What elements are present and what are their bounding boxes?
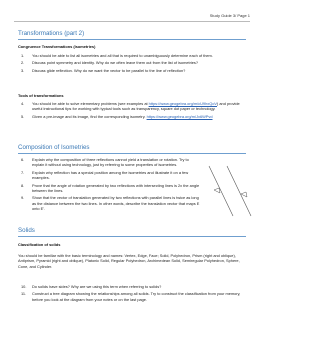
terminology-paragraph: You should be familiar with the basic terminology and names: Vertex, Edge, Face; Solid, Polyhedron, Prism (right and oblique), Antiprism, Pyramid (right and oblique), Platonic Solid, Regular Polyhedron, Archimedean Solid, Semiregular Polyhedron, Sphere, Cone, and Cylinder.: [18, 253, 240, 269]
subheading-congruence: Congruence Transformations (Isometries): [18, 44, 96, 49]
item-number: 10.: [21, 284, 27, 289]
section-title-solids: Solids: [18, 227, 35, 234]
item-number: 11.: [21, 291, 27, 297]
question-list-composition: [18, 157, 202, 214]
section-rule: [18, 236, 246, 237]
item-number: 4.: [21, 101, 25, 106]
item-number: 7.: [21, 169, 25, 175]
image-shape: [241, 192, 247, 197]
item-text: You should be able to list all isometries and all that is required to unambiguously determine each of them.: [32, 53, 213, 58]
geogebra-link[interactable]: https://www.geogebra.org/m/cU9hxQoV: [148, 101, 217, 106]
item-number: 6.: [21, 157, 25, 162]
section-rule: [18, 153, 246, 154]
section-rule: [18, 39, 246, 40]
item-number: 8.: [21, 182, 25, 188]
item-text: You should be able to solve elementary problems (see examples at: [32, 101, 148, 106]
list-item: [18, 157, 202, 168]
reflection-lines-sketch: [205, 160, 255, 222]
list-item: [18, 291, 246, 302]
item-number: 3.: [21, 67, 25, 73]
item-text: Construct a tree diagram showing the relationships among all solids. Try to construct the classification from your memory, before you look at the diagram from your notes or on the last page.: [32, 291, 241, 302]
question-list-tools: [18, 101, 246, 121]
question-list-solids: [18, 284, 246, 304]
subheading-tools: Tools of transformations: [18, 93, 64, 98]
list-item: [18, 170, 202, 181]
reflection-line: [209, 166, 233, 216]
header-rule: [14, 21, 250, 22]
page-header: Study Guide 3/ Page 1: [209, 13, 250, 18]
section-title-transformations: Transformations (part 2): [18, 30, 85, 37]
list-item: [18, 114, 246, 119]
item-text: Show that the vector of translation generated by two reflections with parallel lines is twice as long as the distance between the two lines. In other words, describe the translation vector that maps E onto E'.: [32, 195, 200, 212]
item-number: 9.: [21, 195, 25, 201]
geogebra-link[interactable]: https://www.geogebra.org/m/Jx6WPvd: [146, 113, 213, 119]
list-item: [18, 195, 202, 211]
list-item: [18, 183, 202, 194]
item-text: Discuss glide reflection. Why do we want the vector to be parallel to the line of reflection?: [32, 67, 186, 73]
reflection-line: [227, 166, 251, 216]
item-text: Explain why the composition of three reflections cannot yield a translation or rotation. Try to explain it without using technology, just by referring to some properties of isometries.: [32, 157, 189, 168]
item-text: Discuss point symmetry and identity. Why do we often leave them out from the list of isometries?: [32, 60, 198, 66]
list-item: [18, 60, 246, 65]
list-item: [18, 101, 246, 112]
item-text: Explain why reflection has a special position among the isometries and illustrate it on a few examples.: [32, 169, 189, 181]
list-item: [18, 284, 246, 289]
question-list-isometries: [18, 53, 246, 75]
item-text-continued: ) and provide useful instructional tips for working with typical tools such as transparency, square dot paper or technology.: [32, 101, 240, 112]
item-number: 1.: [21, 53, 25, 58]
subheading-classification: Classification of solids: [18, 242, 61, 247]
list-item: [18, 68, 246, 73]
item-number: 5.: [21, 113, 25, 119]
section-title-composition: Composition of Isometries: [18, 144, 90, 151]
item-number: 2.: [21, 60, 25, 66]
pre-image-shape: [214, 188, 220, 193]
item-text: Given a pre-image and its image, find the corresponding isometry.: [32, 113, 146, 119]
item-text: Prove that the angle of rotation generated by two reflections with intersecting lines is 2x the angle between the lines.: [32, 182, 200, 194]
list-item: [18, 53, 246, 58]
item-text: Do solids have sides? Why are we using this term when referring to solids?: [32, 284, 162, 289]
